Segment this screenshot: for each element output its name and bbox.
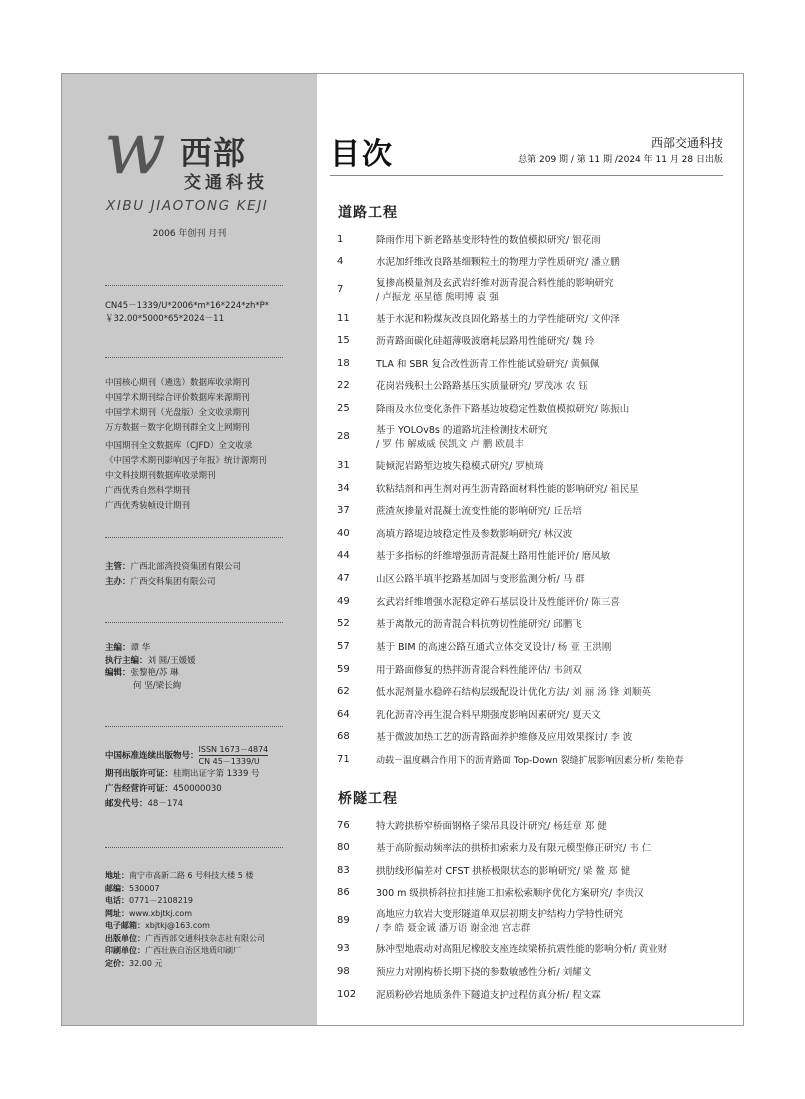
entry-title: 基于多指标的纤维增强沥青混凝土路用性能评价 bbox=[376, 551, 576, 562]
indexing-item: 广西优秀自然科学期刊 bbox=[105, 486, 191, 496]
permit-value: 桂期出证字第 1339 号 bbox=[173, 769, 260, 779]
indexing-item: 中国学术期刊（光盘版）全文收录期刊 bbox=[105, 408, 250, 418]
publication-block bbox=[105, 744, 268, 812]
indexing-item: 中文科技期刊数据库收录期刊 bbox=[105, 471, 216, 481]
indexing-item: 中国学术期刊综合评价数据库来源期刊 bbox=[105, 393, 250, 403]
contact-label: 定价： bbox=[105, 958, 129, 968]
contact-label: 网址： bbox=[105, 908, 129, 918]
entry-title: 300 m 级拱桥斜拉扣挂施工扣索松索顺序优化方案研究 bbox=[376, 888, 609, 899]
entry-page: 49 bbox=[337, 596, 350, 607]
ad-label: 广告经营许可证： bbox=[105, 784, 174, 794]
entry-page: 80 bbox=[337, 842, 350, 853]
entry-title: 泥质粉砂岩地质条件下隧道支护过程仿真分析 bbox=[376, 990, 567, 1001]
logo-name-line2: 交通科技 bbox=[184, 173, 268, 193]
entry-page: 76 bbox=[337, 820, 350, 831]
entry-page: 52 bbox=[337, 618, 350, 629]
entry-title: 基于 YOLOv8s 的道路坑洼检测技术研究 bbox=[376, 425, 548, 436]
entry-page: 40 bbox=[337, 528, 350, 539]
entry-page: 37 bbox=[337, 505, 350, 516]
entry-page: 98 bbox=[337, 966, 350, 977]
entry-title: 陡倾泥岩路堑边坡失稳模式研究 bbox=[376, 461, 510, 472]
entry-page: 7 bbox=[337, 284, 344, 295]
entry-title: 玄武岩纤维增强水泥稳定碎石基层设计及性能评价 bbox=[376, 597, 586, 608]
sponsor-block bbox=[105, 560, 241, 590]
entry-title: 动载－温度耦合作用下的沥青路面 Top-Down 裂缝扩展影响因素分析 bbox=[376, 756, 651, 766]
contact-label: 电子邮箱： bbox=[105, 921, 145, 930]
postal-value: 48－174 bbox=[147, 799, 184, 809]
entry-page: 44 bbox=[337, 550, 350, 561]
contact-value: 530007 bbox=[129, 883, 160, 893]
chief-label: 主编： bbox=[105, 643, 131, 653]
entry-authors: / 潘立鹏 bbox=[585, 257, 620, 268]
entry-authors: / 陈三喜 bbox=[585, 597, 620, 608]
contact-label: 印刷单位： bbox=[105, 946, 145, 955]
entry-page: 22 bbox=[337, 380, 350, 391]
journal-logo bbox=[104, 106, 284, 216]
issn-label: 中国标准连续出版物号： bbox=[105, 751, 199, 761]
indexing-item: 中国期刊全文数据库（CJFD）全文收录 bbox=[105, 441, 253, 451]
cn-value: CN 45－1339/U bbox=[198, 757, 260, 766]
entry-page: 68 bbox=[337, 731, 350, 742]
editor-value: 张黎艳/苏 琳 bbox=[130, 668, 179, 678]
contact-value: 南宁市高新二路 6 号科技大楼 5 楼 bbox=[129, 871, 254, 880]
contact-block bbox=[105, 870, 265, 970]
code-line: CN45－1339/U*2006*m*16*224*zh*P* bbox=[105, 301, 270, 311]
divider bbox=[105, 357, 283, 358]
entry-authors: / 文仲泽 bbox=[585, 314, 620, 325]
entry-authors: / 魏 玲 bbox=[566, 336, 595, 347]
supervisor-value: 广西北部湾投资集团有限公司 bbox=[130, 562, 242, 572]
entry-page: 47 bbox=[337, 573, 350, 584]
entry-authors: / 程文霖 bbox=[566, 990, 601, 1001]
permit-label: 期刊出版许可证： bbox=[105, 769, 174, 779]
founded-note: 2006 年创刊 月刊 bbox=[152, 229, 227, 239]
header-rule bbox=[330, 175, 723, 176]
entry-title: 预应力对刚构桥长期下挠的参数敏感性分析 bbox=[376, 967, 557, 978]
entry-authors: / 林汉波 bbox=[537, 529, 573, 540]
issn-value: ISSN 1673－4874 bbox=[198, 745, 269, 754]
entry-title: TLA 和 SBR 复合改性沥青工作性能试验研究 bbox=[376, 359, 565, 370]
contact-value: 广西西部交通科技杂志社有限公司 bbox=[145, 933, 265, 943]
ad-value: 450000030 bbox=[173, 784, 222, 794]
entry-title: 用于路面修复的热拌沥青混合料性能评估 bbox=[376, 665, 548, 676]
entry-authors: / 罗茂冰 农 钰 bbox=[528, 381, 588, 392]
entry-authors: / 韦 仁 bbox=[623, 843, 652, 854]
entry-authors: / 邱鹏飞 bbox=[547, 619, 582, 630]
chief-value: 谭 华 bbox=[130, 643, 151, 653]
entry-page: 93 bbox=[337, 943, 350, 954]
entry-authors: / 柴艳春 bbox=[650, 756, 684, 766]
indexing-item: 万方数据－数字化期刊群全文上网期刊 bbox=[105, 423, 250, 433]
sponsor-value: 广西交科集团有限公司 bbox=[130, 577, 216, 587]
toc-title: 目次 bbox=[330, 137, 394, 172]
code-block bbox=[105, 300, 269, 326]
entry-title: 基于 BIM 的高速公路互通式立体交叉设计 bbox=[376, 642, 552, 653]
contact-value: 0771－2108219 bbox=[129, 896, 193, 905]
entry-authors: / 祖民星 bbox=[604, 484, 639, 495]
entry-title: 脉冲型地震动对高阻尼橡胶支座连续梁桥抗震性能的影响分析 bbox=[376, 944, 633, 955]
entry-title: 花岗岩残积土公路路基压实质量研究 bbox=[376, 381, 529, 392]
contact-value: 广西壮族自治区地质印刷厂 bbox=[145, 946, 241, 955]
entry-page: 11 bbox=[337, 313, 350, 324]
divider bbox=[105, 285, 283, 286]
divider bbox=[105, 537, 283, 538]
entry-authors: / 卢振龙 巫星德 熊明博 袁 强 bbox=[376, 292, 499, 303]
logo-letter: w bbox=[104, 106, 166, 190]
entry-authors: / 罗桢琦 bbox=[509, 461, 544, 472]
postal-label: 邮发代号： bbox=[105, 799, 148, 809]
entry-title: 蔗渣灰掺量对混凝土流变性能的影响研究 bbox=[376, 506, 548, 517]
contact-label: 电话： bbox=[105, 896, 129, 905]
contact-label: 出版单位： bbox=[105, 933, 145, 943]
entry-title: 高地应力软岩大变形隧道单双层初期支护结构力学特性研究 bbox=[376, 909, 624, 920]
divider bbox=[105, 847, 283, 848]
entry-authors: / 陈振山 bbox=[594, 404, 630, 415]
entry-page: 64 bbox=[337, 709, 350, 720]
entry-authors: / 刘耀文 bbox=[556, 967, 592, 978]
entry-authors: / 黄业财 bbox=[632, 944, 668, 955]
entry-page: 62 bbox=[337, 686, 350, 697]
entry-title: 基于离散元的沥青混合料抗剪切性能研究 bbox=[376, 619, 548, 630]
entry-title: 沥青路面碳化硅超薄吸波磨耗层路用性能研究 bbox=[376, 336, 567, 347]
entry-page: 89 bbox=[337, 915, 350, 926]
entry-title: 低水泥剂量水稳碎石结构层级配设计优化方法 bbox=[376, 687, 567, 698]
entry-page: 59 bbox=[337, 664, 350, 675]
contact-label: 邮编： bbox=[105, 883, 129, 893]
section-heading: 道路工程 bbox=[338, 205, 398, 221]
entry-page: 28 bbox=[337, 431, 350, 442]
entry-title: 复掺高模量剂及玄武岩纤维对沥青混合料性能的影响研究 bbox=[376, 278, 614, 289]
contact-value: xbjtkj@163.com bbox=[145, 921, 210, 930]
entry-title: 降雨作用下新老路基变形特性的数值模拟研究 bbox=[376, 235, 567, 246]
entry-authors: / 李 皓 聂金诚 潘万语 谢金池 宫志群 bbox=[376, 923, 531, 934]
entry-page: 4 bbox=[337, 256, 344, 267]
issn-cn-box bbox=[199, 744, 269, 767]
entry-title: 乳化沥青冷再生混合料早期强度影响因素研究 bbox=[376, 710, 567, 721]
entry-authors: / 刘 丽 汤 锋 刘顺英 bbox=[566, 687, 651, 698]
logo-name-line1: 西部 bbox=[180, 134, 247, 172]
entry-title: 基于高阶振动频率法的拱桥扣索索力及有限元模型修正研究 bbox=[376, 843, 624, 854]
issue-info: 总第 209 期 / 第 11 期 /2024 年 11 月 28 日出版 bbox=[518, 155, 723, 165]
entry-title: 高填方路堤边坡稳定性及参数影响研究 bbox=[376, 529, 538, 540]
contact-value: www.xbjtkj.com bbox=[129, 908, 193, 918]
editor-value-2: 何 坚/梁长絢 bbox=[133, 680, 182, 691]
section-heading: 桥隧工程 bbox=[338, 791, 398, 807]
toc-panel bbox=[317, 74, 743, 1025]
indexing-item: 广西优秀装帧设计期刊 bbox=[105, 501, 191, 511]
entry-page: 15 bbox=[337, 335, 350, 346]
entry-authors: / 夏天文 bbox=[566, 710, 601, 721]
entry-title: 拱肋线形偏差对 CFST 拱桥极限状态的影响研究 bbox=[376, 866, 577, 877]
code-line: ￥32.00*5000*65*2024－11 bbox=[105, 314, 224, 324]
entry-title: 软粘结剂和再生剂对再生沥青路面材料性能的影响研究 bbox=[376, 484, 605, 495]
entry-authors: / 杨廷章 郑 健 bbox=[547, 821, 607, 832]
entry-page: 102 bbox=[337, 989, 357, 1000]
contact-label: 地址： bbox=[105, 871, 129, 880]
exec-value: 刘 圆/王媛媛 bbox=[147, 655, 196, 666]
entry-title: 基于微波加热工艺的沥青路面养护维修及应用效果探讨 bbox=[376, 732, 605, 743]
divider bbox=[105, 622, 283, 623]
entry-page: 18 bbox=[337, 358, 350, 369]
entry-authors: / 李 波 bbox=[604, 732, 633, 743]
entry-page: 1 bbox=[337, 234, 344, 245]
editor-label: 编辑： bbox=[105, 668, 131, 678]
journal-name: 西部交通科技 bbox=[650, 136, 723, 150]
entry-page: 57 bbox=[337, 641, 350, 652]
editor-block bbox=[105, 642, 196, 692]
entry-title: 基于水泥和粉煤灰改良固化路基土的力学性能研究 bbox=[376, 314, 586, 325]
entry-authors: / 丘岳培 bbox=[547, 506, 582, 517]
entry-page: 71 bbox=[337, 754, 350, 765]
entry-page: 34 bbox=[337, 483, 350, 494]
supervisor-label: 主管： bbox=[105, 562, 131, 572]
entry-authors: / 马 群 bbox=[556, 574, 585, 585]
entry-authors: / 李贵汉 bbox=[608, 888, 644, 899]
entry-authors: / 杨 亚 王洪刚 bbox=[551, 642, 612, 653]
entry-authors: / 韦剑双 bbox=[547, 665, 582, 676]
entry-authors: / 黄佩佩 bbox=[564, 359, 600, 370]
entry-title: 特大跨拱桥窄桥面钢格子梁吊具设计研究 bbox=[376, 821, 548, 832]
entry-page: 83 bbox=[337, 865, 350, 876]
exec-label: 执行主编： bbox=[105, 655, 148, 666]
indexing-item: 《中国学术期刊影响因子年报》统计源期刊 bbox=[105, 456, 267, 466]
indexing-list bbox=[105, 376, 267, 514]
entry-authors: / 银花雨 bbox=[566, 235, 601, 246]
entry-authors: / 磨凤敏 bbox=[575, 551, 611, 562]
entry-title: 水泥加纤维改良路基细颗粒土的物理力学性质研究 bbox=[376, 257, 586, 268]
entry-page: 86 bbox=[337, 887, 350, 898]
entry-title: 降雨及水位变化条件下路基边坡稳定性数值模拟研究 bbox=[376, 404, 595, 415]
entry-authors: / 罗 伟 解威威 侯凯文 卢 鹏 欧晨丰 bbox=[376, 439, 524, 450]
logo-pinyin: XIBU JIAOTONG KEJI bbox=[106, 198, 269, 214]
divider bbox=[105, 726, 283, 727]
journal-page bbox=[61, 73, 744, 1026]
entry-authors: / 梁 鳌 郑 健 bbox=[576, 866, 631, 877]
info-sidebar bbox=[62, 74, 317, 1025]
indexing-item: 中国核心期刊（遴选）数据库收录期刊 bbox=[105, 378, 250, 388]
entry-title: 山区公路半填半挖路基加固与变形监测分析 bbox=[376, 574, 557, 585]
contact-value: 32.00 元 bbox=[129, 958, 163, 968]
sponsor-label: 主办： bbox=[105, 577, 131, 587]
entry-page: 31 bbox=[337, 460, 350, 471]
entry-page: 25 bbox=[337, 403, 350, 414]
